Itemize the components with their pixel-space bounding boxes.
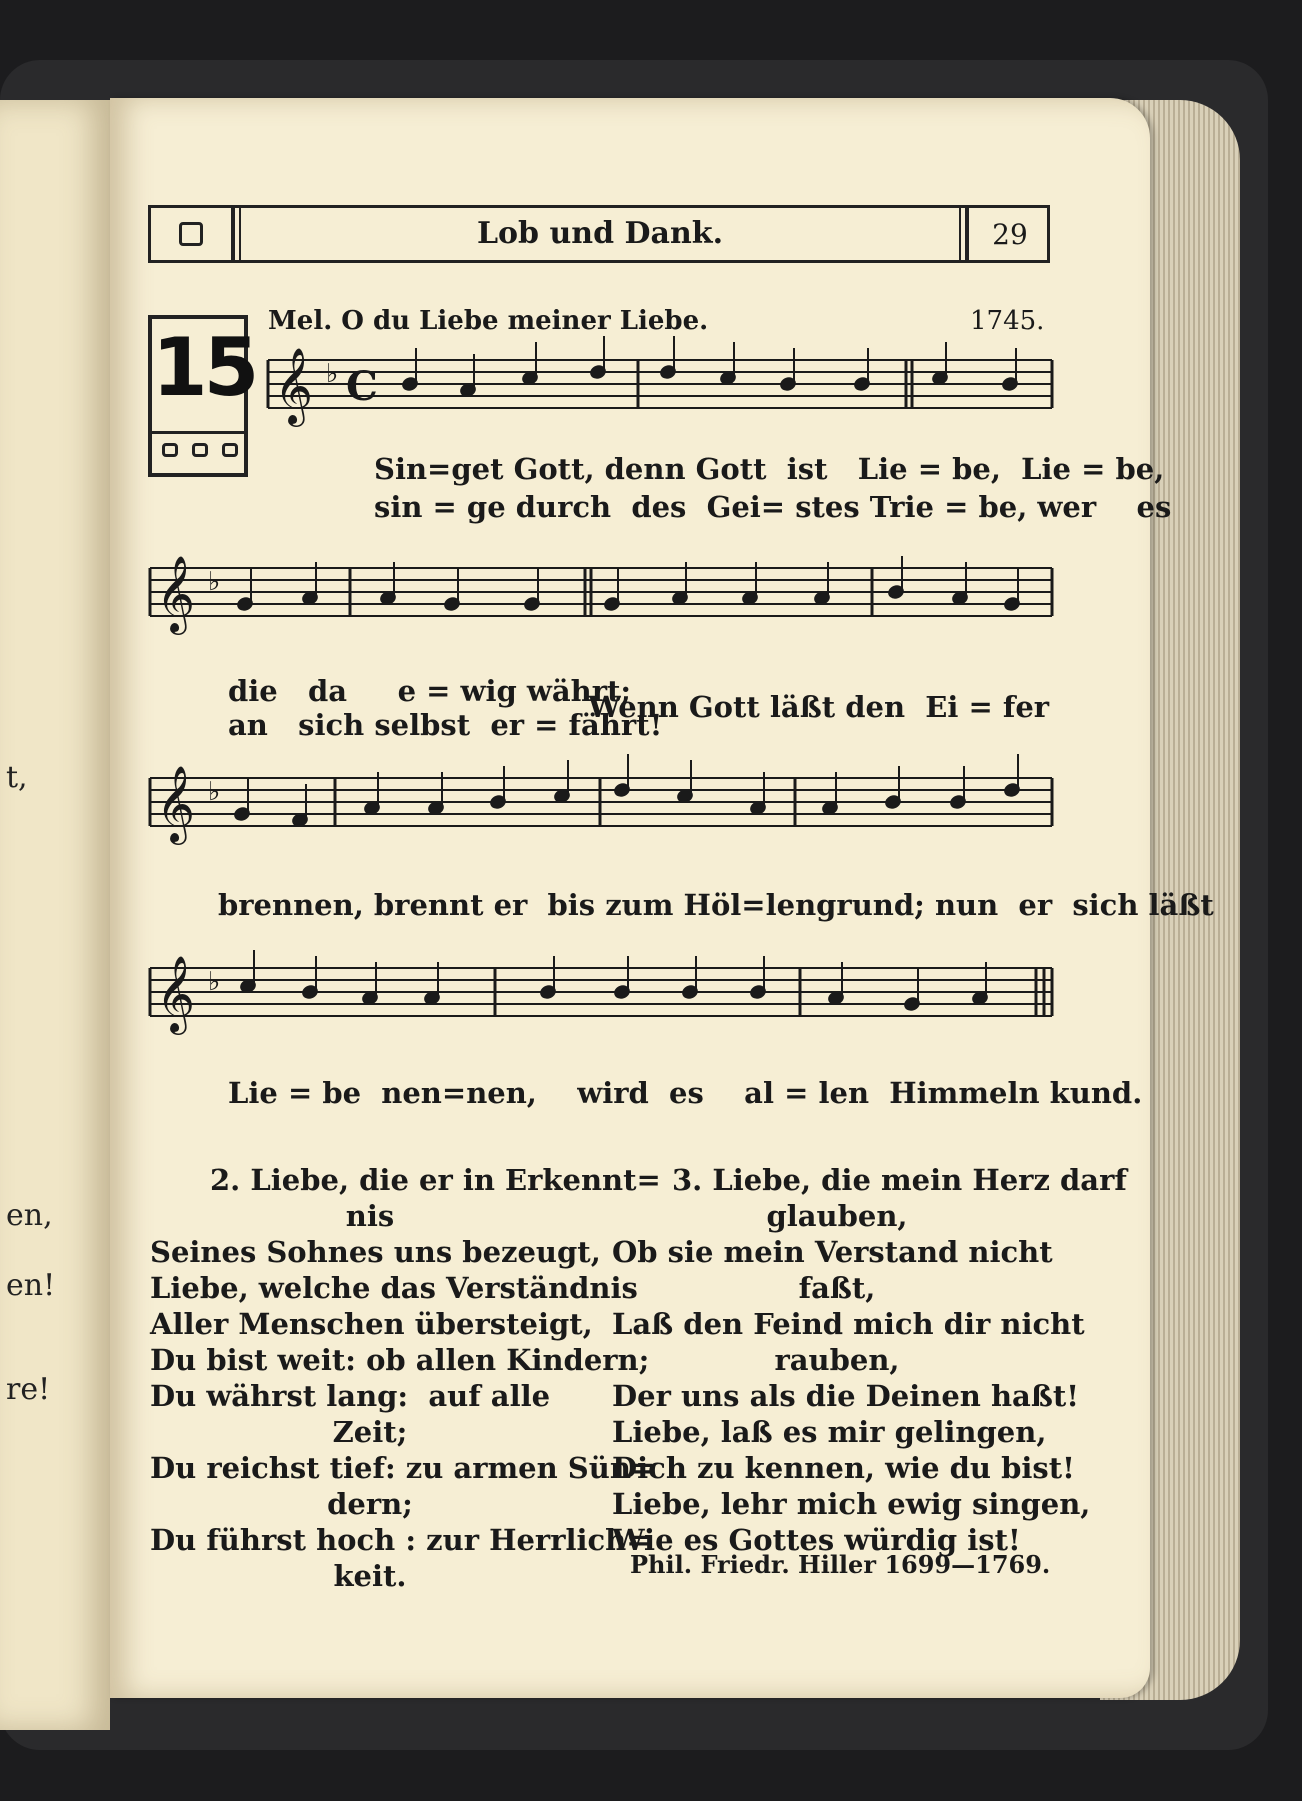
verse-line: Du führst hoch : zur Herrlich= [150,1523,651,1557]
verse-line: Zeit; [332,1415,408,1449]
verse-line: Dich zu kennen, wie du bist! [612,1451,1075,1485]
hymn-number: 15 [152,321,256,414]
lyric-line: an sich selbst er = fährt! [228,708,663,742]
left-fragment: en! [6,1268,56,1303]
flat-icon: ♭ [208,567,221,597]
flat-icon: ♭ [208,967,221,997]
common-time-icon: C [346,363,378,410]
page-number: 29 [992,218,1028,251]
lyric-line: die da e = wig währt; [228,674,632,708]
verse-line: Liebe, laß es mir gelingen, [612,1415,1047,1449]
treble-clef-icon: 𝄞 [274,347,314,424]
lyric-line: Wenn Gott läßt den Ei = fer [588,690,1050,724]
author-credit: Phil. Friedr. Hiller 1699—1769. [630,1550,1051,1579]
verse-line: keit. [333,1559,407,1593]
verse-line: Liebe, welche das Verständnis [150,1271,638,1305]
year: 1745. [970,306,1045,336]
verse-line: Laß den Feind mich dir nicht [612,1307,1085,1341]
left-fragment: t, [6,760,28,795]
verse-line: Du reichst tief: zu armen Sün= [150,1451,656,1485]
verse-line: nis [345,1199,395,1233]
lyric-line: sin = ge durch des Gei= stes Trie = be, wer es [374,490,1172,524]
flat-icon: ♭ [326,359,339,389]
verse-line: 3. Liebe, die mein Herz darf [672,1163,1127,1197]
melody-line: Mel. O du Liebe meiner Liebe. [268,306,709,336]
verse-line: dern; [327,1487,413,1521]
verse-line: Aller Menschen übersteigt, [150,1307,593,1341]
lyric-line: Sin=get Gott, denn Gott ist Lie = be, Lie = be, [374,452,1165,486]
treble-clef-icon: 𝄞 [156,765,196,842]
verse-line: Der uns als die Deinen haßt! [612,1379,1080,1413]
lyric-line: Lie = be nen=nen, wird es al = len Himmeln kund. [228,1076,1143,1110]
treble-clef-icon: 𝄞 [156,555,196,632]
verse-line: Seines Sohnes uns bezeugt, [150,1235,601,1269]
section-title: Lob und Dank. [476,216,724,251]
verse-line: 2. Liebe, die er in Erkennt= [210,1163,661,1197]
verse-line: Ob sie mein Verstand nicht [612,1235,1053,1269]
lyric-line: brennen, brennt er bis zum Höl=lengrund; nun er sich läßt [218,888,1214,922]
verse-2 [150,1162,661,1594]
left-fragment: re! [6,1372,51,1407]
flat-icon: ♭ [208,777,221,807]
left-fragment: en, [6,1198,53,1233]
treble-clef-icon: 𝄞 [156,955,196,1032]
verse-3 [612,1162,1127,1558]
verse-line: Wie es Gottes würdig ist! [612,1523,1021,1557]
verse-line: Du bist weit: ob allen Kindern; [150,1343,650,1377]
verse-line: Liebe, lehr mich ewig singen, [612,1487,1091,1521]
verse-line: rauben, [774,1343,900,1377]
verse-line: Du währst lang: auf alle [150,1379,551,1413]
verse-line: glauben, [766,1199,908,1233]
verse-line: faßt, [798,1271,876,1305]
